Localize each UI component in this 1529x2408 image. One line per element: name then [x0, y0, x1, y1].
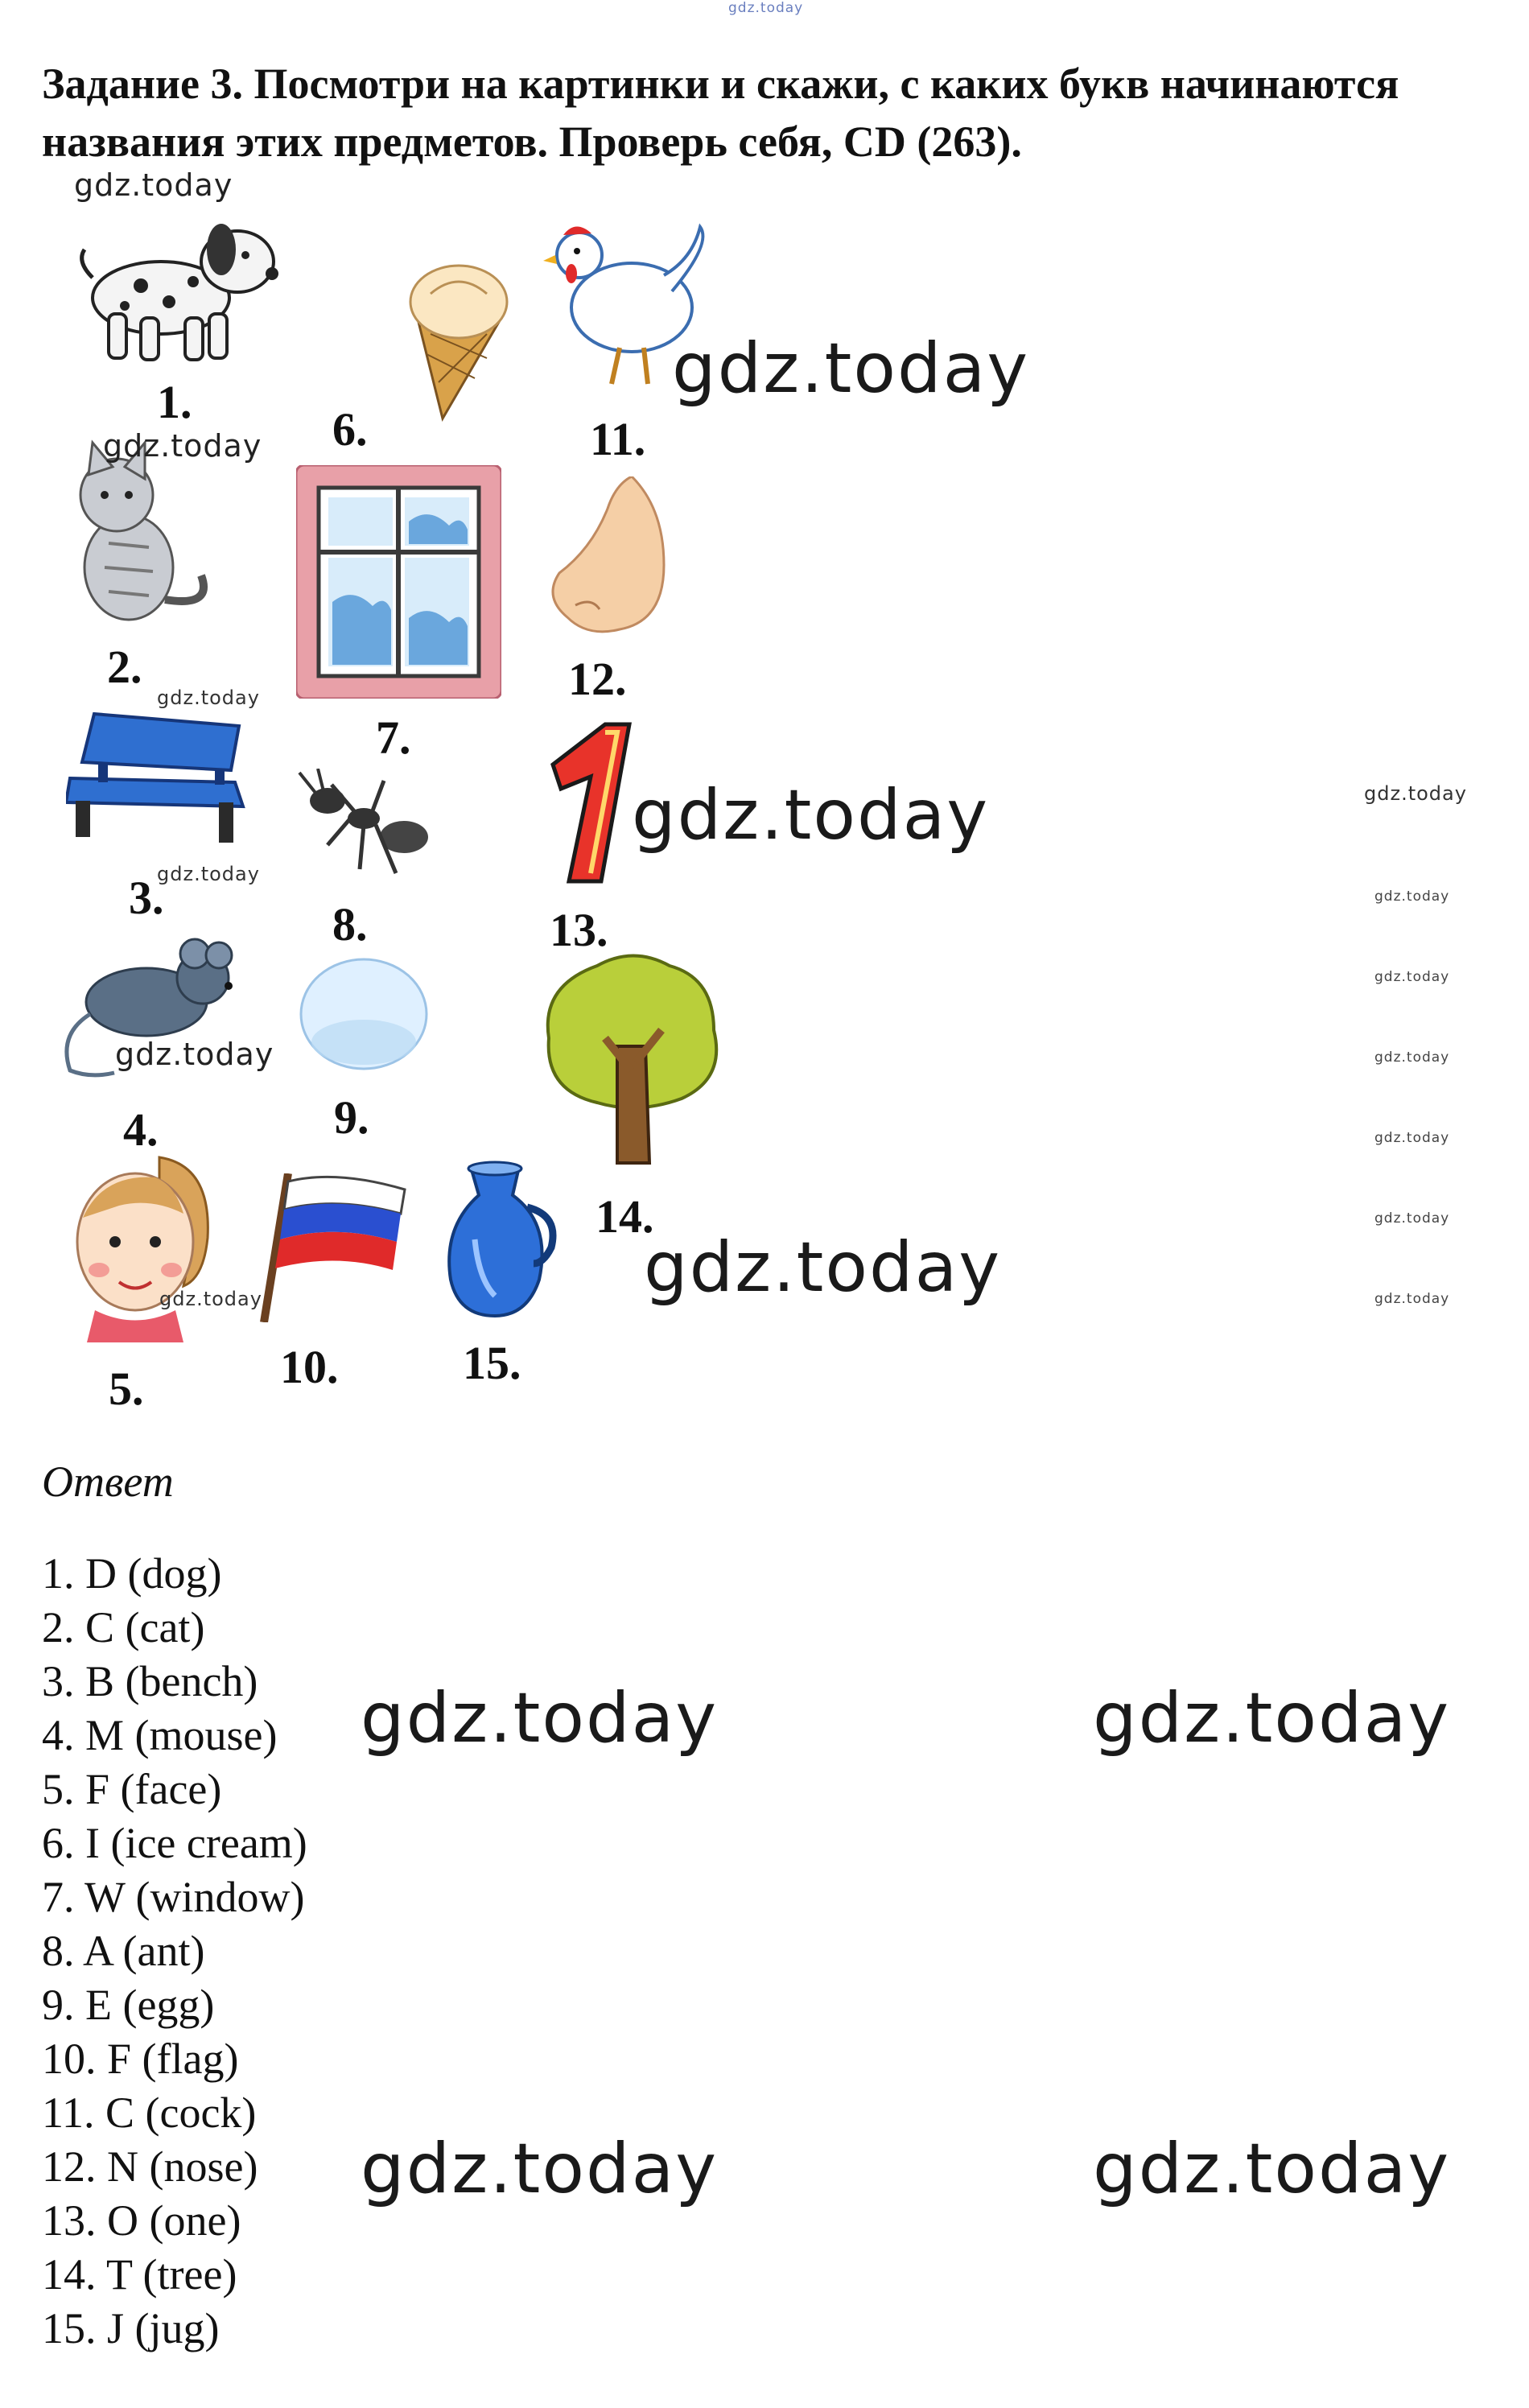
picture-number-6: 6.: [332, 403, 368, 456]
picture-window: [296, 465, 501, 699]
answer-item: 9. E (egg): [42, 1981, 215, 2029]
picture-ant: [295, 769, 432, 881]
answer-item: 5. F (face): [42, 1765, 222, 1813]
picture-face: [63, 1149, 224, 1342]
picture-cat: [60, 439, 221, 632]
picture-number-4: 4.: [123, 1103, 159, 1156]
watermark: gdz.today: [632, 775, 990, 856]
watermark: gdz.today: [361, 2129, 719, 2209]
picture-ice-cream: [398, 254, 519, 423]
picture-number-9: 9.: [334, 1091, 369, 1144]
answer-item: 13. O (one): [42, 2196, 241, 2245]
picture-number-5: 5.: [109, 1363, 144, 1415]
watermark: gdz.today: [1364, 782, 1467, 805]
watermark: gdz.today: [672, 328, 1030, 409]
answer-item: 4. M (mouse): [42, 1711, 278, 1759]
answer-item: 15. J (jug): [42, 2304, 220, 2352]
answer-title: Ответ: [42, 1458, 174, 1506]
watermark: gdz.today: [74, 167, 233, 203]
watermark: gdz.today: [115, 1037, 274, 1072]
watermark: gdz.today: [157, 863, 260, 885]
answer-item: 11. C (cock): [42, 2088, 257, 2137]
watermark: gdz.today: [159, 1288, 262, 1310]
answer-item: 12. N (nose): [42, 2142, 258, 2191]
answer-item: 1. D (dog): [42, 1549, 222, 1598]
watermark: gdz.today: [361, 1678, 719, 1759]
task-heading: Задание 3. Посмотри на картинки и скажи, с каких букв начинаются названия этих предметов. Проверь себя, CD (263).: [42, 60, 1399, 166]
answer-item: 10. F (flag): [42, 2035, 239, 2083]
picture-number-11: 11.: [590, 413, 646, 465]
picture-number-13: 13.: [550, 904, 608, 956]
watermark: gdz.today: [1374, 1130, 1450, 1146]
watermark: gdz.today: [1374, 1049, 1450, 1066]
picture-nose: [543, 476, 672, 637]
watermark: gdz.today: [1093, 1678, 1451, 1759]
watermark: gdz.today: [157, 687, 260, 709]
picture-number-14: 14.: [596, 1190, 654, 1243]
picture-number-15: 15.: [463, 1337, 521, 1389]
picture-number-10: 10.: [280, 1341, 339, 1393]
answer-item: 2. C (cat): [42, 1603, 205, 1651]
picture-jug: [439, 1159, 559, 1320]
answer-item: 7. W (window): [42, 1873, 305, 1921]
picture-number-8: 8.: [332, 898, 368, 950]
watermark: gdz.today: [644, 1227, 1002, 1308]
picture-number-3: 3.: [129, 872, 164, 924]
answer-item: 6. I (ice cream): [42, 1819, 307, 1867]
picture-egg: [295, 954, 432, 1074]
picture-flag: [256, 1173, 409, 1322]
answer-item: 3. B (bench): [42, 1657, 258, 1705]
picture-one: [541, 720, 637, 885]
picture-dog: [64, 205, 290, 366]
picture-tree: [541, 950, 726, 1167]
picture-number-2: 2.: [107, 641, 142, 693]
picture-number-12: 12.: [568, 653, 627, 705]
answer-item: 14. T (tree): [42, 2250, 237, 2299]
picture-number-7: 7.: [376, 711, 411, 764]
watermark: gdz.today: [1374, 1210, 1450, 1227]
picture-bench: [66, 706, 247, 847]
watermark: gdz.today: [1093, 2129, 1451, 2209]
watermark-top: gdz.today: [728, 0, 804, 16]
picture-number-1: 1.: [157, 376, 192, 428]
answer-list: [42, 1547, 307, 2356]
watermark: gdz.today: [1374, 969, 1450, 985]
answer-item: 8. A (ant): [42, 1927, 205, 1975]
watermark: gdz.today: [1374, 1291, 1450, 1307]
watermark: gdz.today: [103, 428, 262, 464]
watermark: gdz.today: [1374, 889, 1450, 905]
